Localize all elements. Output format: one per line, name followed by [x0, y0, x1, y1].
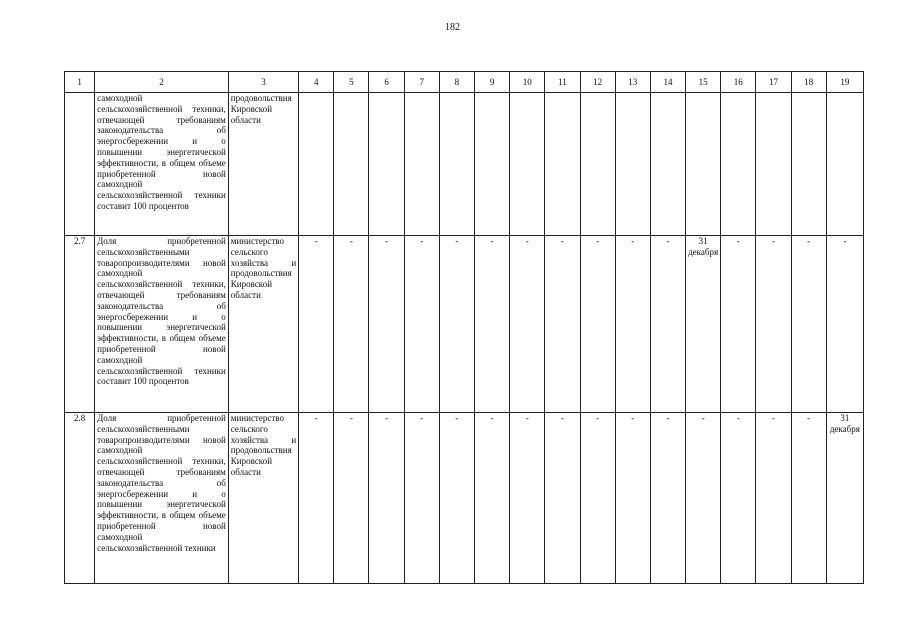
value-cell — [404, 93, 439, 236]
value-cell — [826, 93, 863, 236]
value-cell: - — [475, 413, 510, 584]
column-header: 16 — [721, 72, 756, 93]
value-cell: - — [756, 413, 791, 584]
value-cell: - — [650, 236, 685, 413]
row-number: 2.8 — [65, 413, 95, 584]
header-row — [65, 72, 864, 93]
value-cell: - — [510, 413, 545, 584]
value-cell: - — [475, 236, 510, 413]
column-header: 3 — [228, 72, 298, 93]
indicator-name: Доля приобретенной сельскохозяйственными товаропроизводителями новой самоходной сельскохозяйственной техники, отвечающей требованиям законодательства об энергосбережении и о повышении энергетической эффективности, в общем объеме приобретенной новой самоходной сельскохозяйственной техники — [95, 413, 229, 584]
column-header: 10 — [510, 72, 545, 93]
column-header: 5 — [334, 72, 369, 93]
value-cell — [580, 93, 615, 236]
value-cell: - — [686, 413, 721, 584]
indicator-name: Доля приобретенной сельскохозяйственными товаропроизводителями новой самоходной сельскохозяйственной техники, отвечающей требованиям законодательства об энергосбережении и о повышении энергетической эффективности, в общем объеме приобретенной новой самоходной сельскохозяйственной техники составит 100 процентов — [95, 236, 229, 413]
value-cell — [475, 93, 510, 236]
value-cell — [686, 93, 721, 236]
value-cell — [334, 93, 369, 236]
executor: министерство сельского хозяйства и продовольствия Кировской области — [228, 236, 298, 413]
table-row — [65, 93, 864, 236]
executor: министерство сельского хозяйства и продовольствия Кировской области — [228, 413, 298, 584]
column-header: 11 — [545, 72, 580, 93]
value-cell — [615, 93, 650, 236]
value-cell: - — [545, 236, 580, 413]
column-header: 17 — [756, 72, 791, 93]
value-cell — [545, 93, 580, 236]
value-cell: - — [545, 413, 580, 584]
value-cell: - — [334, 236, 369, 413]
column-header: 2 — [95, 72, 229, 93]
page-number: 182 — [445, 22, 460, 33]
value-cell: - — [791, 236, 826, 413]
executor: продовольствия Кировской области — [228, 93, 298, 236]
value-cell: - — [404, 413, 439, 584]
column-header: 19 — [826, 72, 863, 93]
indicator-name: самоходной сельскохозяйственной техники, отвечающей требованиям законодательства об энергосбережении и о повышении энергетической эффективности, в общем объеме приобретенной новой самоходной сельскохозяйственной техники составит 100 процентов — [95, 93, 229, 236]
value-cell — [369, 93, 404, 236]
value-cell: - — [791, 413, 826, 584]
value-cell: - — [721, 236, 756, 413]
value-cell: - — [580, 413, 615, 584]
value-cell — [510, 93, 545, 236]
row-number — [65, 93, 95, 236]
row-number: 2.7 — [65, 236, 95, 413]
column-header: 9 — [475, 72, 510, 93]
value-cell: - — [756, 236, 791, 413]
value-cell — [439, 93, 474, 236]
table-row — [65, 236, 864, 413]
column-header: 4 — [299, 72, 334, 93]
value-cell — [756, 93, 791, 236]
value-cell — [721, 93, 756, 236]
value-cell: - — [299, 236, 334, 413]
column-header: 1 — [65, 72, 95, 93]
value-cell: - — [615, 236, 650, 413]
value-cell: 31 декабря — [826, 413, 863, 584]
value-cell: - — [721, 413, 756, 584]
column-header: 18 — [791, 72, 826, 93]
value-cell: - — [299, 413, 334, 584]
value-cell: - — [404, 236, 439, 413]
value-cell: 31 декабря — [686, 236, 721, 413]
value-cell: - — [826, 236, 863, 413]
value-cell — [299, 93, 334, 236]
value-cell: - — [510, 236, 545, 413]
value-cell: - — [369, 413, 404, 584]
column-header: 7 — [404, 72, 439, 93]
value-cell: - — [580, 236, 615, 413]
value-cell: - — [334, 413, 369, 584]
column-header: 13 — [615, 72, 650, 93]
column-header: 12 — [580, 72, 615, 93]
column-header: 15 — [686, 72, 721, 93]
value-cell — [650, 93, 685, 236]
value-cell: - — [615, 413, 650, 584]
value-cell: - — [650, 413, 685, 584]
schedule-table — [64, 71, 864, 584]
value-cell — [791, 93, 826, 236]
value-cell: - — [369, 236, 404, 413]
value-cell: - — [439, 236, 474, 413]
column-header: 14 — [650, 72, 685, 93]
column-header: 8 — [439, 72, 474, 93]
table-row — [65, 413, 864, 584]
value-cell: - — [439, 413, 474, 584]
column-header: 6 — [369, 72, 404, 93]
